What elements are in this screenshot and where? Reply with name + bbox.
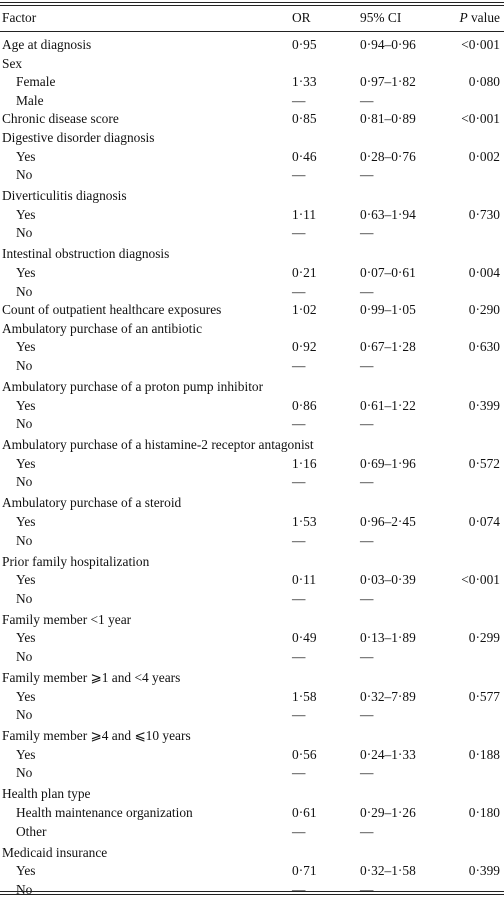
cell-p-value: 0·577 [468, 688, 500, 704]
table-header [0, 8, 504, 28]
table-row-sublevel [0, 472, 504, 492]
cell-ci: — [360, 225, 374, 241]
table-row-sublevel [0, 356, 504, 376]
table-row-sublevel [0, 705, 504, 725]
header-p-value [459, 8, 500, 28]
table-row-sublevel [0, 628, 504, 648]
cell-ci: — [360, 649, 374, 664]
table-row [0, 244, 504, 264]
cell-factor: Age at diagnosis [2, 37, 92, 52]
table-row [0, 54, 504, 74]
cell-ci: 0·67–1·28 [360, 339, 416, 355]
cell-factor: Sex [2, 55, 23, 71]
cell-or: 0·49 [292, 630, 317, 646]
table-row [0, 109, 504, 129]
table-row-sublevel [0, 822, 504, 842]
cell-factor: Family member <1 year [2, 611, 132, 627]
cell-or: — [292, 532, 306, 548]
cell-factor: Prior family hospitalization [2, 553, 150, 569]
cell-or: 0·56 [292, 746, 317, 762]
cell-or: — [292, 881, 306, 897]
cell-or: — [292, 416, 306, 432]
cell-p-value: <0·001 [461, 37, 500, 52]
cell-or: 1·58 [292, 688, 317, 704]
cell-or: — [292, 823, 306, 839]
cell-factor: Chronic disease score [2, 111, 119, 127]
cell-factor: Male [16, 92, 44, 108]
cell-p-value: 0·730 [468, 206, 500, 222]
table-row-sublevel [0, 531, 504, 551]
cell-or: 0·92 [292, 339, 317, 355]
cell-ci: 0·69–1·96 [360, 455, 416, 471]
table-row-sublevel [0, 454, 504, 474]
cell-or: 1·02 [292, 302, 317, 318]
cell-factor: Yes [16, 746, 36, 762]
cell-factor: No [16, 474, 33, 490]
cell-factor: No [16, 225, 33, 241]
table-row [0, 35, 504, 55]
cell-factor: No [16, 283, 33, 299]
cell-or: 1·53 [292, 514, 317, 529]
cell-or: — [292, 358, 306, 373]
cell-factor: Yes [16, 514, 36, 529]
cell-factor: Other [16, 823, 47, 839]
cell-factor: Intestinal obstruction diagnosis [2, 246, 170, 262]
cell-ci: 0·94–0·96 [360, 37, 416, 52]
cell-ci: — [360, 167, 374, 183]
cell-ci: 0·28–0·76 [360, 148, 416, 164]
cell-ci: 0·99–1·05 [360, 302, 416, 318]
cell-ci: — [360, 823, 374, 839]
bottom-rule-second [0, 894, 504, 895]
table-row [0, 128, 504, 148]
cell-p-value: 0·572 [468, 455, 500, 471]
cell-factor: Female [16, 74, 56, 90]
cell-or: — [292, 765, 306, 781]
cell-ci: — [360, 283, 374, 299]
cell-p-value: 0·080 [468, 74, 500, 90]
table-row-sublevel [0, 414, 504, 434]
cell-or: 0·85 [292, 111, 317, 127]
table-row [0, 319, 504, 339]
cell-p-value: <0·001 [461, 111, 500, 127]
cell-factor: Health plan type [2, 786, 91, 802]
bottom-rule [0, 891, 504, 892]
cell-factor: No [16, 416, 33, 432]
cell-factor: No [16, 167, 33, 183]
cell-factor: Yes [16, 455, 36, 471]
cell-factor: Yes [16, 863, 36, 879]
cell-ci: 0·24–1·33 [360, 746, 416, 762]
table-row [0, 726, 504, 746]
cell-p-value: 0·004 [468, 265, 500, 280]
table-row-sublevel [0, 396, 504, 416]
cell-factor: No [16, 649, 33, 664]
cell-or: — [292, 92, 306, 108]
cell-factor: Yes [16, 397, 36, 413]
table-row [0, 300, 504, 320]
cell-ci: — [360, 358, 374, 373]
table-row-sublevel [0, 72, 504, 92]
cell-ci: — [360, 416, 374, 432]
table-row-sublevel [0, 861, 504, 881]
cell-ci: 0·96–2·45 [360, 514, 416, 529]
cell-or: — [292, 707, 306, 723]
cell-factor: Yes [16, 206, 36, 222]
cell-p-value: 0·399 [468, 863, 500, 879]
cell-ci: — [360, 474, 374, 490]
cell-or: — [292, 167, 306, 183]
header-ci: 95% CI [360, 10, 402, 25]
cell-factor: Ambulatory purchase of a proton pump inhibitor [2, 379, 264, 394]
cell-p-value: 0·180 [468, 805, 500, 820]
cell-ci: 0·29–1·26 [360, 805, 416, 820]
cell-factor: No [16, 881, 33, 897]
cell-ci: — [360, 765, 374, 781]
table-row-sublevel [0, 880, 504, 900]
cell-or: 0·46 [292, 148, 317, 164]
table-row [0, 435, 504, 455]
table-row-sublevel [0, 282, 504, 302]
cell-p-value: 0·290 [468, 302, 500, 318]
cell-factor: No [16, 590, 33, 606]
cell-factor: Medicaid insurance [2, 844, 108, 860]
cell-or: — [292, 649, 306, 664]
table-row-sublevel [0, 647, 504, 667]
cell-factor: Family member ⩾1 and <4 years [2, 670, 181, 685]
table-row-sublevel [0, 763, 504, 783]
table-row [0, 668, 504, 688]
cell-factor: Ambulatory purchase of a histamine-2 receptor antagonist [2, 437, 314, 453]
cell-ci: 0·03–0·39 [360, 572, 416, 588]
cell-factor: Diverticulitis diagnosis [2, 188, 127, 204]
cell-p-value: 0·399 [468, 397, 500, 413]
table-row-sublevel [0, 263, 504, 283]
cell-p-value: 0·188 [468, 746, 500, 762]
top-rule-second [0, 5, 504, 6]
table-row-sublevel [0, 745, 504, 765]
cell-factor: No [16, 707, 33, 723]
table-row [0, 552, 504, 572]
header-or: OR [292, 10, 311, 25]
cell-ci: — [360, 532, 374, 548]
cell-factor: Family member ⩾4 and ⩽10 years [2, 728, 191, 744]
cell-ci: 0·32–7·89 [360, 688, 416, 704]
table-row-sublevel [0, 589, 504, 609]
cell-factor: No [16, 358, 33, 373]
cell-ci: — [360, 707, 374, 723]
header-p-rest: value [467, 10, 500, 25]
cell-factor: Ambulatory purchase of a steroid [2, 495, 182, 511]
table-row-sublevel [0, 205, 504, 225]
cell-or: 0·21 [292, 265, 317, 280]
table-row [0, 493, 504, 513]
top-rule [0, 2, 504, 3]
table-row [0, 843, 504, 863]
cell-ci: 0·81–0·89 [360, 111, 416, 127]
cell-or: 1·33 [292, 74, 317, 90]
table-row-sublevel [0, 91, 504, 111]
cell-factor: Digestive disorder diagnosis [2, 130, 155, 145]
table-row [0, 610, 504, 630]
cell-factor: No [16, 532, 33, 548]
header-factor: Factor [2, 10, 37, 25]
cell-ci: 0·61–1·22 [360, 397, 416, 413]
cell-factor: Count of outpatient healthcare exposures [2, 302, 222, 318]
cell-factor: Yes [16, 572, 36, 588]
table-row-sublevel [0, 687, 504, 707]
cell-factor: Yes [16, 339, 36, 355]
table-row-sublevel [0, 165, 504, 185]
table-row [0, 186, 504, 206]
cell-or: 1·16 [292, 455, 317, 471]
cell-or: 0·86 [292, 397, 317, 413]
cell-ci: — [360, 92, 374, 108]
table-row-sublevel [0, 337, 504, 357]
cell-ci: 0·63–1·94 [360, 206, 416, 222]
cell-factor: Yes [16, 630, 36, 646]
cell-ci: 0·07–0·61 [360, 265, 416, 280]
cell-factor: Yes [16, 688, 36, 704]
cell-p-value: <0·001 [461, 572, 500, 588]
header-rule [0, 31, 504, 32]
table-row-sublevel [0, 803, 504, 823]
cell-p-value: 0·002 [468, 148, 500, 164]
cell-or: 1·11 [292, 206, 317, 222]
table-row [0, 784, 504, 804]
cell-factor: Ambulatory purchase of an antibiotic [2, 320, 203, 336]
cell-factor: Yes [16, 148, 36, 164]
header-p-italic: P [459, 10, 468, 25]
cell-ci: 0·97–1·82 [360, 74, 416, 90]
table-row [0, 377, 504, 397]
cell-or: 0·11 [292, 572, 317, 588]
cell-or: 0·61 [292, 805, 317, 820]
cell-ci: — [360, 590, 374, 606]
cell-p-value: 0·299 [468, 630, 500, 646]
cell-factor: Yes [16, 265, 36, 280]
table-row-sublevel [0, 147, 504, 167]
cell-p-value: 0·630 [468, 339, 500, 355]
cell-p-value: 0·074 [468, 514, 500, 529]
cell-or: 0·71 [292, 863, 317, 879]
cell-ci: 0·13–1·89 [360, 630, 416, 646]
cell-or: — [292, 283, 306, 299]
table-row-sublevel [0, 570, 504, 590]
cell-factor: Health maintenance organization [16, 805, 193, 820]
cell-or: — [292, 225, 306, 241]
cell-factor: No [16, 765, 33, 781]
cell-ci: 0·32–1·58 [360, 863, 416, 879]
table-row-sublevel [0, 512, 504, 532]
cell-ci: — [360, 881, 374, 897]
table-row-sublevel [0, 223, 504, 243]
cell-or: — [292, 474, 306, 490]
cell-or: 0·95 [292, 37, 317, 52]
cell-or: — [292, 590, 306, 606]
